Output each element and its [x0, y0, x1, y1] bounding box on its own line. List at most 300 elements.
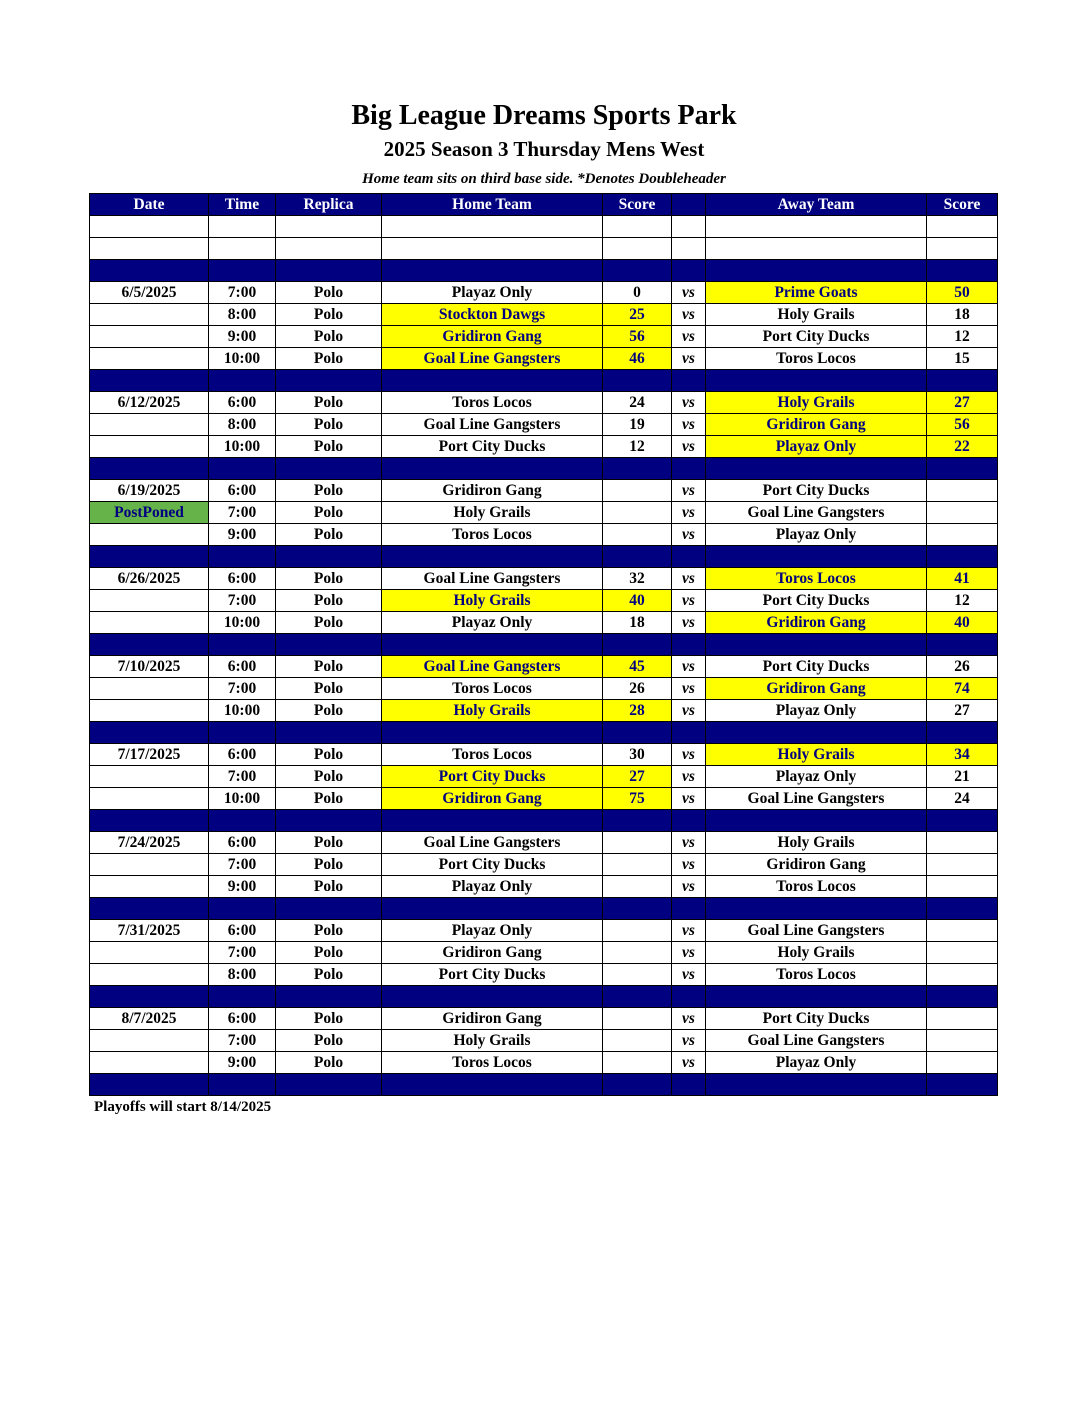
date-cell: 7/10/2025 [90, 656, 209, 678]
home-team-cell: Stockton Dawgs [382, 304, 603, 326]
away-team-cell: Toros Locos [706, 568, 927, 590]
vs-cell: vs [672, 678, 706, 700]
home-team-cell: Gridiron Gang [382, 480, 603, 502]
home-score-cell [603, 876, 672, 898]
away-score-cell [927, 502, 998, 524]
home-team-cell: Playaz Only [382, 920, 603, 942]
time-cell: 10:00 [209, 436, 276, 458]
away-score-cell: 26 [927, 656, 998, 678]
home-team-cell [382, 216, 603, 238]
time-cell [209, 810, 276, 832]
away-score-cell [927, 216, 998, 238]
away-score-cell [927, 832, 998, 854]
home-team-cell: Playaz Only [382, 876, 603, 898]
replica-cell: Polo [276, 1008, 382, 1030]
time-cell: 6:00 [209, 744, 276, 766]
replica-cell: Polo [276, 854, 382, 876]
vs-cell: vs [672, 282, 706, 304]
replica-cell [276, 722, 382, 744]
replica-cell [276, 216, 382, 238]
date-cell: 7/17/2025 [90, 744, 209, 766]
replica-cell [276, 898, 382, 920]
time-cell [209, 216, 276, 238]
vs-cell: vs [672, 656, 706, 678]
time-cell [209, 238, 276, 260]
col-header-time: Time [209, 194, 276, 216]
replica-cell: Polo [276, 612, 382, 634]
col-header-date: Date [90, 194, 209, 216]
home-team-cell [382, 986, 603, 1008]
home-score-cell [603, 502, 672, 524]
col-header-away-team: Away Team [706, 194, 927, 216]
vs-cell: vs [672, 744, 706, 766]
away-team-cell: Toros Locos [706, 876, 927, 898]
table-row [90, 832, 998, 854]
away-team-cell: Holy Grails [706, 832, 927, 854]
away-team-cell: Goal Line Gangsters [706, 920, 927, 942]
table-row [90, 788, 998, 810]
away-score-cell: 12 [927, 590, 998, 612]
away-score-cell [927, 986, 998, 1008]
date-cell [90, 810, 209, 832]
time-cell [209, 722, 276, 744]
home-team-cell: Toros Locos [382, 744, 603, 766]
away-score-cell [927, 1074, 998, 1096]
home-score-cell [603, 634, 672, 656]
home-score-cell [603, 832, 672, 854]
time-cell: 9:00 [209, 524, 276, 546]
time-cell: 8:00 [209, 414, 276, 436]
replica-cell [276, 260, 382, 282]
away-team-cell [706, 986, 927, 1008]
schedule-body [90, 216, 998, 1096]
home-score-cell: 75 [603, 788, 672, 810]
time-cell: 10:00 [209, 788, 276, 810]
home-score-cell: 27 [603, 766, 672, 788]
time-cell: 8:00 [209, 964, 276, 986]
page-subtitle: 2025 Season 3 Thursday Mens West [383, 137, 705, 161]
date-cell [90, 876, 209, 898]
home-team-cell: Holy Grails [382, 502, 603, 524]
table-row [90, 590, 998, 612]
away-team-cell [706, 634, 927, 656]
time-cell: 7:00 [209, 502, 276, 524]
replica-cell: Polo [276, 392, 382, 414]
separator-row [90, 810, 998, 832]
separator-row [90, 722, 998, 744]
away-score-cell: 12 [927, 326, 998, 348]
vs-cell: vs [672, 854, 706, 876]
vs-cell [672, 216, 706, 238]
time-cell: 6:00 [209, 568, 276, 590]
away-score-cell [927, 260, 998, 282]
time-cell: 6:00 [209, 392, 276, 414]
postponed-badge: PostPoned [90, 502, 209, 524]
home-team-cell: Toros Locos [382, 1052, 603, 1074]
vs-cell: vs [672, 920, 706, 942]
replica-cell: Polo [276, 700, 382, 722]
vs-cell [672, 634, 706, 656]
date-cell [90, 678, 209, 700]
table-row [90, 700, 998, 722]
away-score-cell [927, 920, 998, 942]
home-score-cell [603, 238, 672, 260]
table-row [90, 568, 998, 590]
time-cell: 7:00 [209, 678, 276, 700]
time-cell: 10:00 [209, 612, 276, 634]
home-score-cell [603, 1074, 672, 1096]
away-score-cell [927, 634, 998, 656]
replica-cell [276, 370, 382, 392]
table-row [90, 502, 998, 524]
home-score-cell [603, 920, 672, 942]
time-cell: 6:00 [209, 480, 276, 502]
replica-cell: Polo [276, 326, 382, 348]
away-team-cell: Toros Locos [706, 348, 927, 370]
table-row [90, 656, 998, 678]
vs-cell: vs [672, 436, 706, 458]
separator-row [90, 260, 998, 282]
home-team-cell: Gridiron Gang [382, 788, 603, 810]
separator-row [90, 986, 998, 1008]
table-row [90, 876, 998, 898]
date-cell [90, 634, 209, 656]
home-score-cell [603, 1052, 672, 1074]
separator-row [90, 1074, 998, 1096]
away-score-cell: 74 [927, 678, 998, 700]
table-row [90, 392, 998, 414]
away-score-cell: 15 [927, 348, 998, 370]
away-score-cell: 24 [927, 788, 998, 810]
away-team-cell: Holy Grails [706, 304, 927, 326]
date-cell [90, 326, 209, 348]
table-row [90, 524, 998, 546]
away-team-cell [706, 810, 927, 832]
table-row [90, 348, 998, 370]
replica-cell: Polo [276, 502, 382, 524]
away-score-cell: 40 [927, 612, 998, 634]
date-cell [90, 546, 209, 568]
table-row [90, 744, 998, 766]
away-score-cell [927, 854, 998, 876]
vs-cell: vs [672, 1052, 706, 1074]
away-team-cell [706, 722, 927, 744]
home-score-cell [603, 370, 672, 392]
home-score-cell: 18 [603, 612, 672, 634]
vs-cell [672, 546, 706, 568]
replica-cell: Polo [276, 656, 382, 678]
replica-cell [276, 238, 382, 260]
vs-cell: vs [672, 612, 706, 634]
vs-cell: vs [672, 876, 706, 898]
table-row [90, 920, 998, 942]
home-team-cell [382, 238, 603, 260]
date-cell [90, 458, 209, 480]
replica-cell [276, 986, 382, 1008]
away-team-cell: Goal Line Gangsters [706, 1030, 927, 1052]
date-cell: 7/24/2025 [90, 832, 209, 854]
time-cell: 7:00 [209, 766, 276, 788]
away-team-cell: Playaz Only [706, 524, 927, 546]
away-team-cell: Playaz Only [706, 436, 927, 458]
table-row [90, 304, 998, 326]
date-cell [90, 348, 209, 370]
date-cell: 6/5/2025 [90, 282, 209, 304]
time-cell: 9:00 [209, 1052, 276, 1074]
time-cell: 6:00 [209, 1008, 276, 1030]
replica-cell: Polo [276, 1052, 382, 1074]
home-team-cell [382, 722, 603, 744]
date-cell: 6/12/2025 [90, 392, 209, 414]
separator-row [90, 634, 998, 656]
time-cell [209, 634, 276, 656]
away-score-cell [927, 524, 998, 546]
home-score-cell: 19 [603, 414, 672, 436]
away-score-cell: 34 [927, 744, 998, 766]
table-header-row [90, 194, 998, 216]
date-cell [90, 414, 209, 436]
home-score-cell [603, 260, 672, 282]
replica-cell: Polo [276, 524, 382, 546]
away-team-cell: Port City Ducks [706, 590, 927, 612]
vs-cell: vs [672, 788, 706, 810]
home-score-cell: 12 [603, 436, 672, 458]
replica-cell [276, 1074, 382, 1096]
vs-cell: vs [672, 414, 706, 436]
away-team-cell: Holy Grails [706, 744, 927, 766]
vs-cell: vs [672, 524, 706, 546]
vs-cell [672, 722, 706, 744]
away-score-cell: 22 [927, 436, 998, 458]
date-cell [90, 942, 209, 964]
col-header-away-score: Score [927, 194, 998, 216]
away-score-cell: 56 [927, 414, 998, 436]
date-cell [90, 722, 209, 744]
time-cell: 9:00 [209, 876, 276, 898]
table-row [90, 942, 998, 964]
replica-cell [276, 458, 382, 480]
vs-cell: vs [672, 326, 706, 348]
away-team-cell [706, 370, 927, 392]
date-cell: 6/26/2025 [90, 568, 209, 590]
home-team-cell: Port City Ducks [382, 766, 603, 788]
home-team-cell [382, 1074, 603, 1096]
away-score-cell [927, 722, 998, 744]
home-team-cell: Port City Ducks [382, 854, 603, 876]
vs-cell [672, 898, 706, 920]
separator-row [90, 898, 998, 920]
table-row [90, 1052, 998, 1074]
home-score-cell [603, 1008, 672, 1030]
time-cell [209, 898, 276, 920]
col-header-vs [672, 194, 706, 216]
away-score-cell: 21 [927, 766, 998, 788]
away-score-cell [927, 810, 998, 832]
home-score-cell: 32 [603, 568, 672, 590]
date-cell [90, 524, 209, 546]
vs-cell: vs [672, 348, 706, 370]
vs-cell: vs [672, 590, 706, 612]
date-cell [90, 370, 209, 392]
home-team-cell: Holy Grails [382, 1030, 603, 1052]
date-cell [90, 1074, 209, 1096]
time-cell: 7:00 [209, 590, 276, 612]
home-team-cell: Goal Line Gangsters [382, 348, 603, 370]
blank-row [90, 238, 998, 260]
date-cell [90, 964, 209, 986]
vs-cell [672, 458, 706, 480]
home-score-cell: 40 [603, 590, 672, 612]
replica-cell: Polo [276, 766, 382, 788]
home-team-cell: Goal Line Gangsters [382, 656, 603, 678]
home-score-cell: 56 [603, 326, 672, 348]
separator-row [90, 458, 998, 480]
home-team-cell: Port City Ducks [382, 964, 603, 986]
away-score-cell [927, 1030, 998, 1052]
time-cell: 6:00 [209, 832, 276, 854]
home-team-cell: Gridiron Gang [382, 326, 603, 348]
away-team-cell: Holy Grails [706, 942, 927, 964]
time-cell: 10:00 [209, 348, 276, 370]
table-row [90, 678, 998, 700]
vs-cell: vs [672, 392, 706, 414]
replica-cell: Polo [276, 436, 382, 458]
blank-row [90, 216, 998, 238]
table-row [90, 612, 998, 634]
home-score-cell: 30 [603, 744, 672, 766]
home-score-cell: 46 [603, 348, 672, 370]
time-cell [209, 260, 276, 282]
date-cell [90, 304, 209, 326]
replica-cell: Polo [276, 1030, 382, 1052]
time-cell [209, 1074, 276, 1096]
home-team-cell: Toros Locos [382, 678, 603, 700]
home-team-cell: Gridiron Gang [382, 1008, 603, 1030]
away-score-cell [927, 898, 998, 920]
away-score-cell [927, 238, 998, 260]
date-cell [90, 260, 209, 282]
away-team-cell: Gridiron Gang [706, 612, 927, 634]
date-cell [90, 788, 209, 810]
vs-cell: vs [672, 832, 706, 854]
vs-cell [672, 370, 706, 392]
vs-cell: vs [672, 942, 706, 964]
vs-cell [672, 260, 706, 282]
table-row [90, 1030, 998, 1052]
time-cell [209, 370, 276, 392]
vs-cell [672, 810, 706, 832]
separator-row [90, 546, 998, 568]
replica-cell: Polo [276, 480, 382, 502]
away-score-cell: 18 [927, 304, 998, 326]
col-header-home-team: Home Team [382, 194, 603, 216]
home-team-cell [382, 546, 603, 568]
replica-cell: Polo [276, 964, 382, 986]
away-team-cell: Playaz Only [706, 700, 927, 722]
away-team-cell: Gridiron Gang [706, 414, 927, 436]
date-cell: 7/31/2025 [90, 920, 209, 942]
vs-cell: vs [672, 1008, 706, 1030]
away-score-cell: 41 [927, 568, 998, 590]
away-team-cell: Goal Line Gangsters [706, 502, 927, 524]
time-cell: 8:00 [209, 304, 276, 326]
away-team-cell [706, 1074, 927, 1096]
replica-cell: Polo [276, 744, 382, 766]
playoffs-note: Playoffs will start 8/14/2025 [94, 1099, 272, 1115]
date-cell [90, 612, 209, 634]
vs-cell [672, 1074, 706, 1096]
vs-cell: vs [672, 502, 706, 524]
away-score-cell: 27 [927, 700, 998, 722]
replica-cell [276, 810, 382, 832]
table-row [90, 964, 998, 986]
replica-cell [276, 634, 382, 656]
replica-cell: Polo [276, 590, 382, 612]
vs-cell: vs [672, 700, 706, 722]
page-title: Big League Dreams Sports Park [351, 100, 737, 131]
home-team-cell [382, 458, 603, 480]
table-row [90, 854, 998, 876]
replica-cell: Polo [276, 920, 382, 942]
date-cell [90, 590, 209, 612]
home-team-cell: Holy Grails [382, 700, 603, 722]
col-header-home-score: Score [603, 194, 672, 216]
home-team-cell: Port City Ducks [382, 436, 603, 458]
replica-cell: Polo [276, 832, 382, 854]
home-team-cell: Playaz Only [382, 282, 603, 304]
away-team-cell [706, 898, 927, 920]
replica-cell: Polo [276, 568, 382, 590]
away-team-cell [706, 546, 927, 568]
table-row [90, 766, 998, 788]
vs-cell: vs [672, 964, 706, 986]
away-score-cell [927, 546, 998, 568]
home-score-cell [603, 722, 672, 744]
date-cell [90, 700, 209, 722]
replica-cell: Polo [276, 348, 382, 370]
away-team-cell: Gridiron Gang [706, 854, 927, 876]
replica-cell [276, 546, 382, 568]
date-cell [90, 986, 209, 1008]
vs-cell: vs [672, 766, 706, 788]
home-team-cell: Goal Line Gangsters [382, 568, 603, 590]
date-cell [90, 854, 209, 876]
replica-cell: Polo [276, 942, 382, 964]
home-score-cell [603, 458, 672, 480]
time-cell: 6:00 [209, 920, 276, 942]
home-team-cell: Holy Grails [382, 590, 603, 612]
home-team-cell [382, 634, 603, 656]
time-cell: 7:00 [209, 1030, 276, 1052]
time-cell: 7:00 [209, 854, 276, 876]
vs-cell: vs [672, 568, 706, 590]
table-row [90, 414, 998, 436]
away-team-cell: Playaz Only [706, 1052, 927, 1074]
home-team-cell: Gridiron Gang [382, 942, 603, 964]
away-team-cell: Prime Goats [706, 282, 927, 304]
away-score-cell [927, 370, 998, 392]
home-score-cell [603, 524, 672, 546]
home-team-cell [382, 898, 603, 920]
away-team-cell: Port City Ducks [706, 656, 927, 678]
away-score-cell [927, 1008, 998, 1030]
vs-cell [672, 238, 706, 260]
replica-cell: Polo [276, 282, 382, 304]
home-score-cell [603, 942, 672, 964]
home-team-cell: Toros Locos [382, 524, 603, 546]
away-team-cell: Port City Ducks [706, 1008, 927, 1030]
away-score-cell [927, 964, 998, 986]
